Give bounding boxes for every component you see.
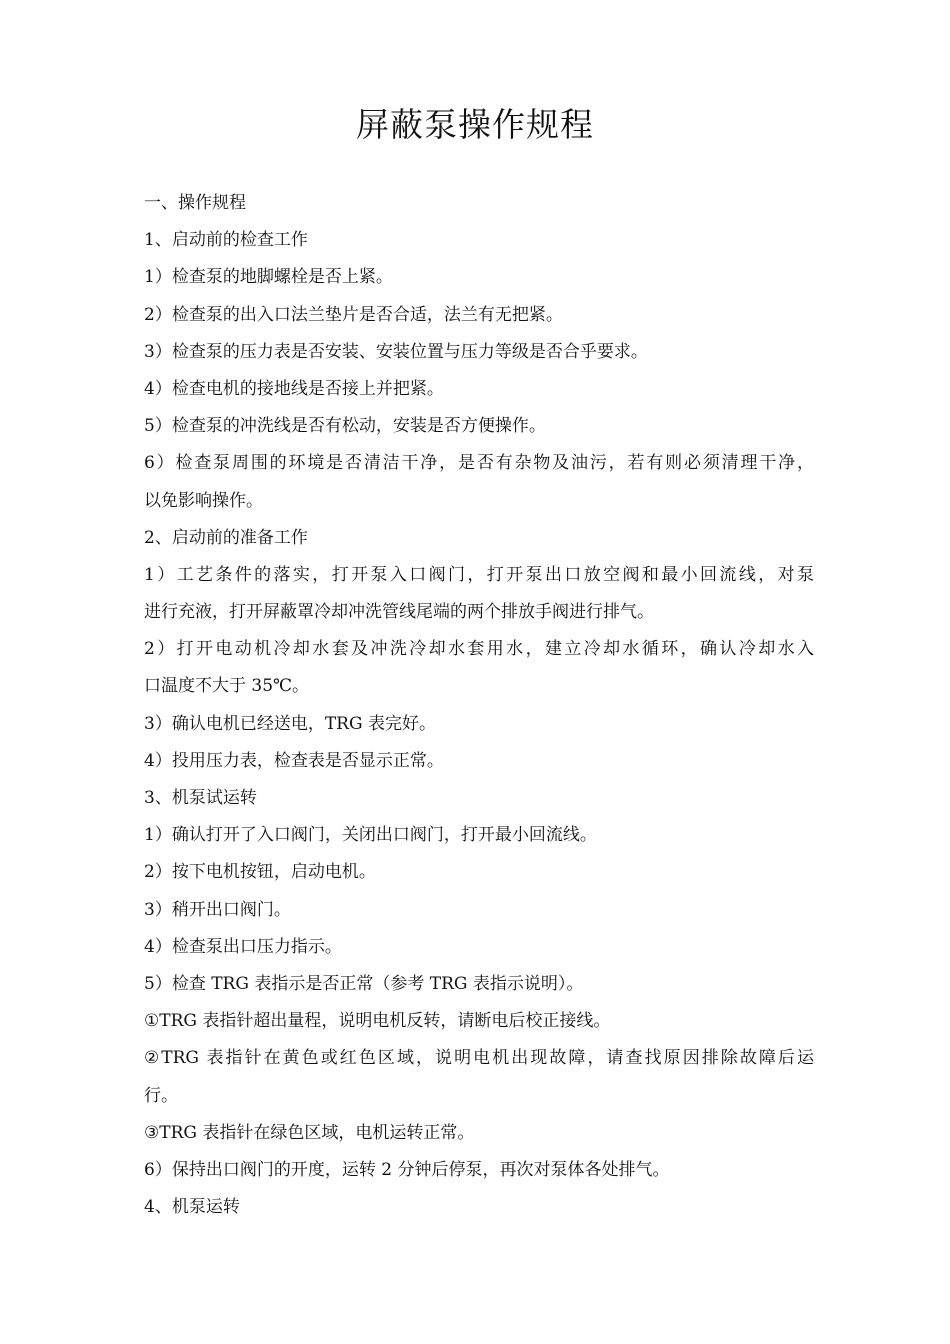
paragraph-line: 5）检查 TRG 表指示是否正常（参考 TRG 表指示说明）。 bbox=[144, 973, 584, 994]
document-body bbox=[144, 185, 814, 1226]
paragraph-line: ②TRG 表指针在黄色或红色区域，说明电机出现故障，请查找原因排除故障后运 bbox=[144, 1048, 814, 1069]
paragraph-line: 3）稍开出口阀门。 bbox=[144, 899, 291, 920]
paragraph-line: 3）检查泵的压力表是否安装、安装位置与压力等级是否合乎要求。 bbox=[144, 341, 648, 362]
subsection-heading: 1、启动前的检查工作 bbox=[144, 230, 308, 251]
paragraph-line: 1）工艺条件的落实，打开泵入口阀门，打开泵出口放空阀和最小回流线，对泵 bbox=[144, 564, 814, 585]
paragraph-line: 4）检查泵出口压力指示。 bbox=[144, 936, 342, 957]
subsection-heading: 3、机泵试运转 bbox=[144, 788, 257, 808]
paragraph-line: 1）检查泵的地脚螺栓是否上紧。 bbox=[144, 267, 393, 288]
paragraph-line: 4）检查电机的接地线是否接上并把紧。 bbox=[144, 378, 444, 399]
paragraph-line: 2）检查泵的出入口法兰垫片是否合适，法兰有无把紧。 bbox=[144, 304, 563, 325]
paragraph-line: 以免影响操作。 bbox=[144, 490, 263, 511]
paragraph-line: 2）打开电动机冷却水套及冲洗冷却水套用水，建立冷却水循环，确认冷却水入 bbox=[144, 639, 814, 660]
paragraph-line: 6）检查泵周围的环境是否清洁干净，是否有杂物及油污，若有则必须清理干净， bbox=[144, 453, 814, 474]
paragraph-line: 4）投用压力表，检查表是否显示正常。 bbox=[144, 750, 444, 771]
paragraph-line: ①TRG 表指针超出量程，说明电机反转，请断电后校正接线。 bbox=[144, 1011, 611, 1032]
subsection-heading: 2、启动前的准备工作 bbox=[144, 527, 308, 548]
paragraph-line: 2）按下电机按钮，启动电机。 bbox=[144, 862, 376, 883]
paragraph-line: 3）确认电机已经送电，TRG 表完好。 bbox=[144, 713, 436, 734]
paragraph-line: ③TRG 表指针在绿色区域，电机运转正常。 bbox=[144, 1122, 475, 1143]
paragraph-line: 口温度不大于 35℃。 bbox=[144, 676, 310, 697]
paragraph-line: 进行充液，打开屏蔽罩冷却冲洗管线尾端的两个排放手阀进行排气。 bbox=[144, 602, 654, 623]
paragraph-line: 1）确认打开了入口阀门，关闭出口阀门，打开最小回流线。 bbox=[144, 825, 597, 846]
paragraph-line: 6）保持出口阀门的开度，运转 2 分钟后停泵，再次对泵体各处排气。 bbox=[144, 1159, 670, 1180]
paragraph-line: 行。 bbox=[144, 1085, 178, 1106]
document-title: 屏蔽泵操作规程 bbox=[356, 105, 594, 144]
section-heading: 一、操作规程 bbox=[144, 193, 246, 213]
subsection-heading: 4、机泵运转 bbox=[144, 1197, 240, 1218]
paragraph-line: 5）检查泵的冲洗线是否有松动，安装是否方便操作。 bbox=[144, 416, 546, 437]
